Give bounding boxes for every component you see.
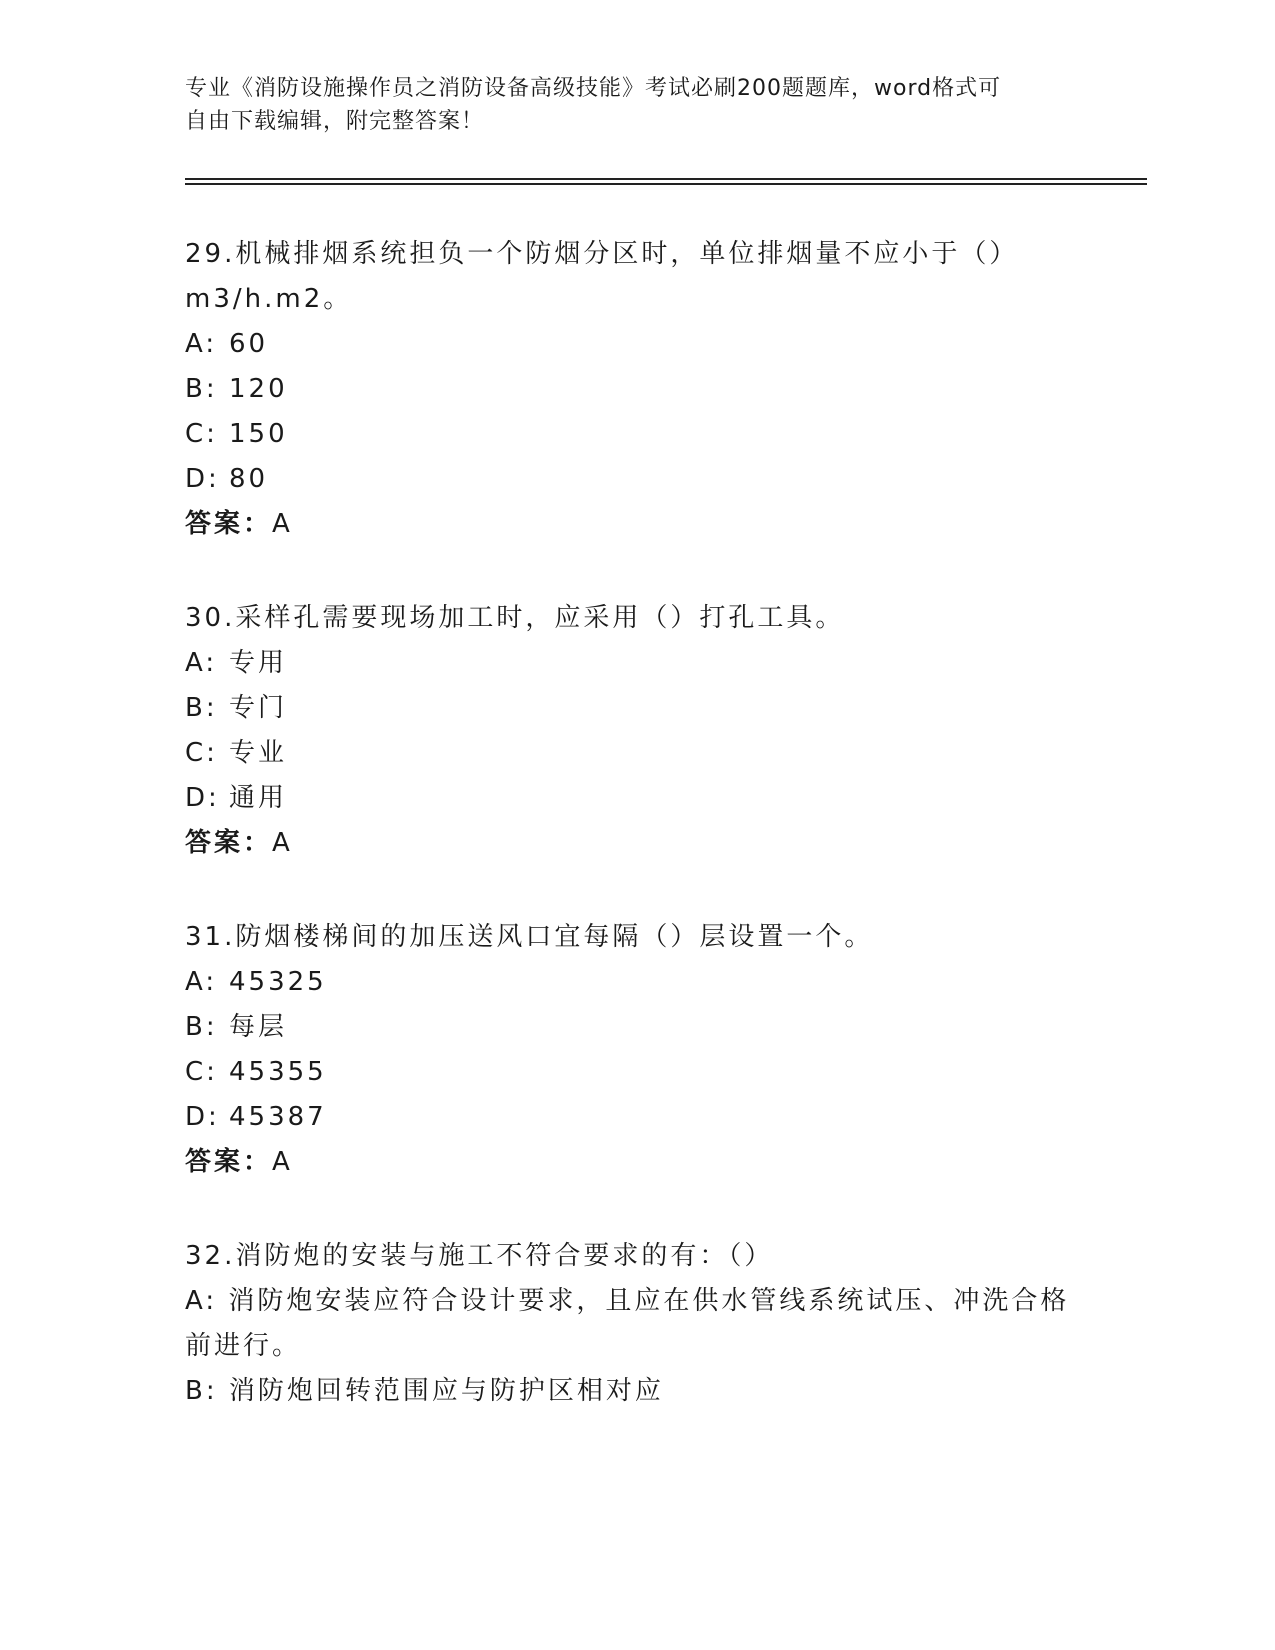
option-d xyxy=(185,1095,1085,1140)
question-stem: 31.防烟楼梯间的加压送风口宜每隔（）层设置一个。 xyxy=(185,922,874,952)
option-letter: D: xyxy=(185,1102,220,1132)
option-letter: C: xyxy=(185,738,218,768)
answer-label: 答案： xyxy=(185,1147,273,1177)
option-b xyxy=(185,367,1085,412)
option-a xyxy=(185,641,1085,686)
option-text: 专用 xyxy=(229,648,288,678)
option-letter: B: xyxy=(185,374,218,404)
question-stem: m3/h.m2。 xyxy=(185,284,353,314)
option-a-continued: 前进行。 xyxy=(185,1331,302,1361)
option-letter: B: xyxy=(185,693,218,723)
answer-value: A xyxy=(272,828,293,858)
option-letter: C: xyxy=(185,1057,218,1087)
header-line-2: 自由下载编辑，附完整答案！ xyxy=(185,109,485,134)
answer-line xyxy=(185,1140,1085,1185)
option-text: 120 xyxy=(229,374,288,404)
option-text: 60 xyxy=(229,329,269,359)
header-divider-top xyxy=(185,178,1147,180)
option-a: A: 消防炮安装应符合设计要求，且应在供水管线系统试压、冲洗合格 xyxy=(185,1286,1070,1316)
option-d xyxy=(185,776,1085,821)
option-b xyxy=(185,686,1085,731)
answer-label: 答案： xyxy=(185,509,273,539)
option-text: 专业 xyxy=(229,738,288,768)
option-text: 45325 xyxy=(229,967,327,997)
option-c xyxy=(185,731,1085,776)
header-divider-bottom xyxy=(185,183,1147,185)
answer-line xyxy=(185,821,1085,866)
option-text: 每层 xyxy=(229,1012,288,1042)
answer-value: A xyxy=(272,509,293,539)
option-letter: C: xyxy=(185,419,218,449)
option-letter: A: xyxy=(185,329,218,359)
question-30 xyxy=(185,596,1085,866)
option-b xyxy=(185,1005,1085,1050)
option-text: 专门 xyxy=(229,693,288,723)
question-stem: 32.消防炮的安装与施工不符合要求的有：（） xyxy=(185,1241,774,1271)
question-stem: 29.机械排烟系统担负一个防烟分区时，单位排烟量不应小于（） xyxy=(185,239,1019,269)
option-c xyxy=(185,412,1085,457)
header-line-1: 专业《消防设施操作员之消防设备高级技能》考试必刷200题题库，word格式可 xyxy=(185,76,1002,101)
option-c xyxy=(185,1050,1085,1095)
question-32 xyxy=(185,1234,1085,1414)
answer-line xyxy=(185,502,1085,547)
option-letter: D: xyxy=(185,783,220,813)
answer-value: A xyxy=(272,1147,293,1177)
question-31 xyxy=(185,915,1085,1185)
option-a xyxy=(185,322,1085,367)
question-stem: 30.采样孔需要现场加工时，应采用（）打孔工具。 xyxy=(185,603,845,633)
option-letter: A: xyxy=(185,648,218,678)
option-a xyxy=(185,960,1085,1005)
option-text: 45355 xyxy=(229,1057,327,1087)
option-text: 通用 xyxy=(229,783,288,813)
option-text: 150 xyxy=(229,419,288,449)
question-list xyxy=(185,232,1085,1463)
option-d xyxy=(185,457,1085,502)
option-letter: A: xyxy=(185,967,218,997)
option-b: B: 消防炮回转范围应与防护区相对应 xyxy=(185,1376,664,1406)
option-text: 80 xyxy=(229,464,269,494)
answer-label: 答案： xyxy=(185,828,273,858)
option-text: 45387 xyxy=(229,1102,327,1132)
question-29 xyxy=(185,232,1085,547)
document-header xyxy=(185,72,1085,138)
option-letter: D: xyxy=(185,464,220,494)
option-letter: B: xyxy=(185,1012,218,1042)
